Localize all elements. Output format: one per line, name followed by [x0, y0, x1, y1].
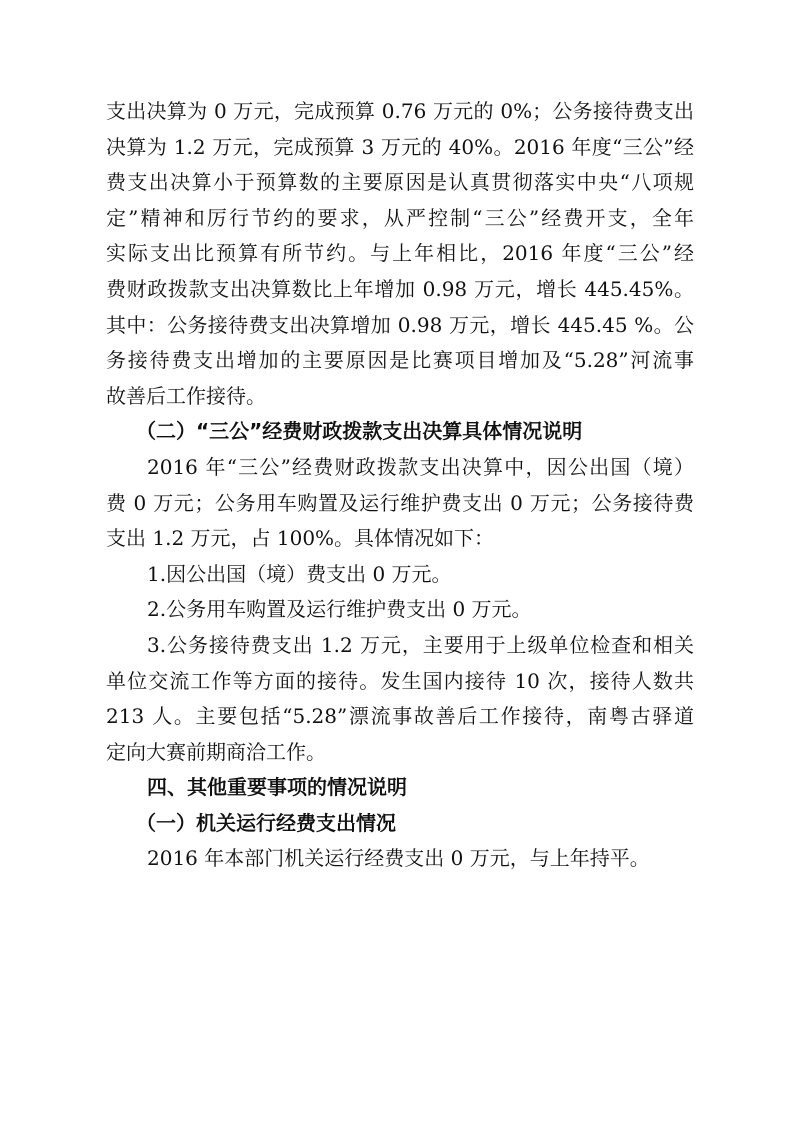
text-line: 3.公务接待费支出 1.2 万元，主要用于上级单位检查和相关 [147, 632, 694, 657]
text-line: 定”精神和厉行节约的要求，从严控制“三公”经费开支，全年 [106, 205, 694, 230]
text-line: 单位交流工作等方面的接待。发生国内接待 10 次，接待人数共 [106, 668, 694, 693]
text-line: 1.因公出国（境）费支出 0 万元。 [147, 561, 452, 586]
text-line: 2016 年“三公”经费财政拨款支出决算中，因公出国（境） [147, 454, 694, 479]
text-line: 实际支出比预算有所节约。与上年相比，2016 年度“三公”经 [106, 241, 694, 266]
text-line: 其中：公务接待费支出决算增加 0.98 万元，增长 445.45 %。公 [106, 312, 694, 337]
text-line: 支出 1.2 万元，占 100%。具体情况如下： [106, 526, 495, 551]
text-line: 2.公务用车购置及运行维护费支出 0 万元。 [147, 597, 532, 622]
text-line: 费 0 万元；公务用车购置及运行维护费支出 0 万元；公务接待费 [106, 490, 694, 515]
text-line: 决算为 1.2 万元，完成预算 3 万元的 40%。2016 年度“三公”经 [106, 134, 694, 159]
text-line: 费支出决算小于预算数的主要原因是认真贯彻落实中央“八项规 [106, 170, 694, 195]
section-heading: （一）机关运行经费支出情况 [136, 810, 396, 835]
section-heading: （二）“三公”经费财政拨款支出决算具体情况说明 [136, 419, 583, 444]
text-line: 2016 年本部门机关运行经费支出 0 万元，与上年持平。 [147, 846, 650, 871]
text-line: 费财政拨款支出决算数比上年增加 0.98 万元，增长 445.45%。 [106, 276, 694, 301]
text-line: 213 人。主要包括“5.28”漂流事故善后工作接待，南粤古驿道 [106, 704, 694, 729]
section-heading: 四、其他重要事项的情况说明 [147, 775, 407, 800]
text-line: 支出决算为 0 万元，完成预算 0.76 万元的 0%；公务接待费支出 [106, 99, 694, 123]
text-line: 务接待费支出增加的主要原因是比赛项目增加及“5.28”河流事 [106, 348, 694, 373]
text-line: 定向大赛前期商洽工作。 [106, 739, 326, 764]
document-body [106, 94, 694, 877]
text-line: 故善后工作接待。 [106, 383, 266, 408]
